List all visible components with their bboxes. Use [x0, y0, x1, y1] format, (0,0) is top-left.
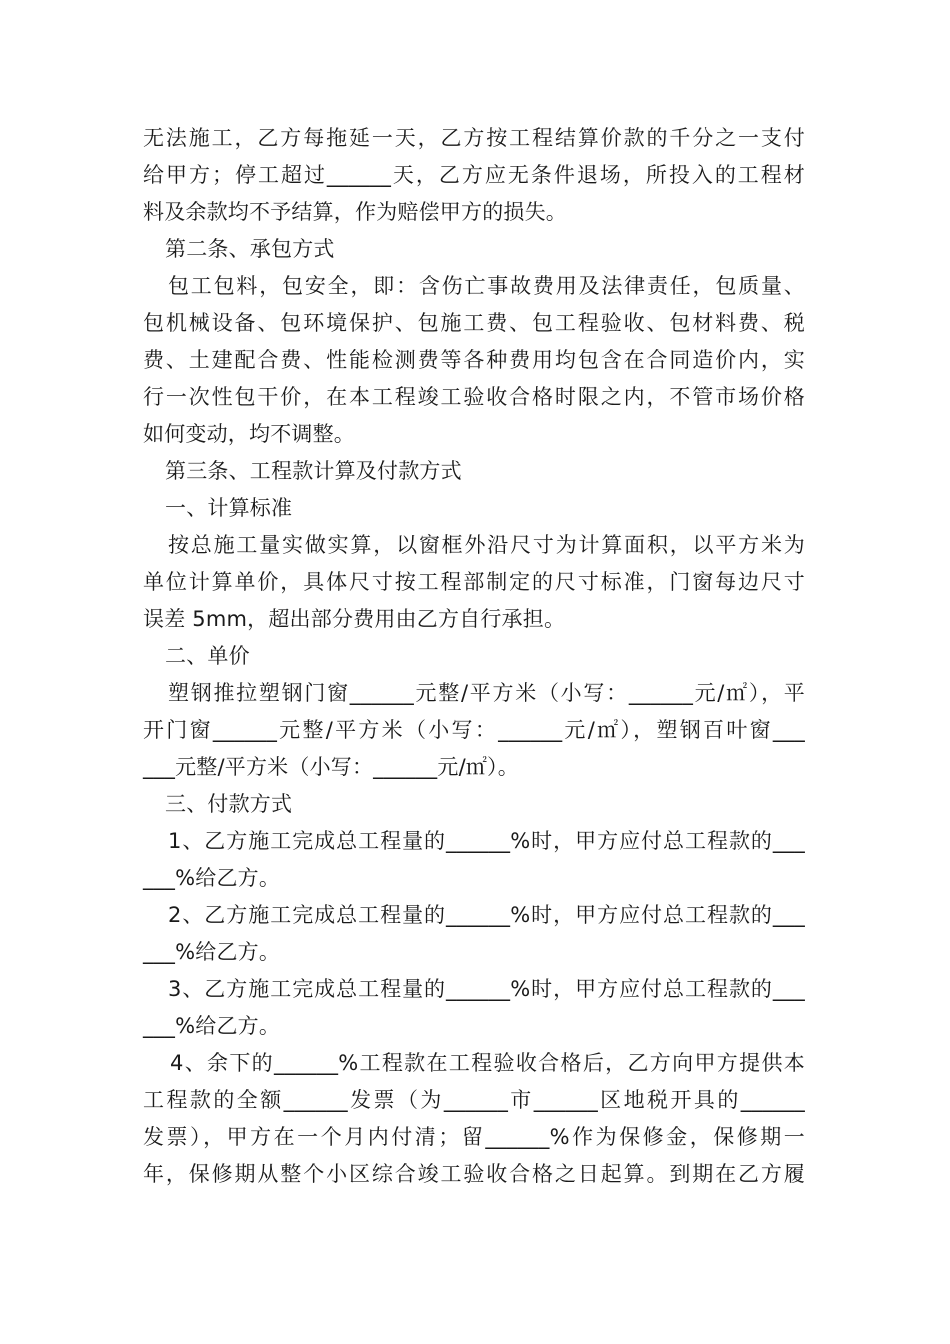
paragraph-line: 年，保修期从整个小区综合竣工验收合格之日起算。到期在乙方履 — [143, 1162, 805, 1186]
paragraph-line: 料及余款均不予结算，作为赔偿甲方的损失。 — [143, 200, 567, 224]
paragraph-line: 1、乙方施工完成总工程量的______%时，甲方应付总工程款的___ — [168, 829, 805, 853]
paragraph-line: 开门窗______元整/平方米（小写：______元/㎡），塑钢百叶窗___ — [143, 718, 805, 742]
paragraph-line: 塑钢推拉塑钢门窗______元整/平方米（小写：______元/㎡），平 — [168, 681, 805, 705]
paragraph-line: ___%给乙方。 — [143, 1014, 281, 1038]
paragraph-line: 行一次性包干价，在本工程竣工验收合格时限之内，不管市场价格 — [143, 385, 805, 409]
paragraph-line: 单位计算单价，具体尺寸按工程部制定的尺寸标准，门窗每边尺寸 — [143, 570, 805, 594]
paragraph-line: ___%给乙方。 — [143, 866, 281, 890]
paragraph-line: 包工包料，包安全，即：含伤亡事故费用及法律责任，包质量、 — [168, 274, 805, 298]
paragraph-line: 4、余下的______%工程款在工程验收合格后，乙方向甲方提供本 — [170, 1051, 805, 1075]
paragraph-line: 如何变动，均不调整。 — [143, 422, 355, 446]
subsection-heading: 一、计算标准 — [165, 496, 293, 520]
paragraph-line: 按总施工量实做实算，以窗框外沿尺寸为计算面积，以平方米为 — [168, 533, 805, 557]
paragraph-line: 给甲方；停工超过______天，乙方应无条件退场，所投入的工程材 — [143, 163, 805, 187]
paragraph-line: 3、乙方施工完成总工程量的______%时，甲方应付总工程款的___ — [168, 977, 805, 1001]
paragraph-line: 费、土建配合费、性能检测费等各种费用均包含在合同造价内，实 — [143, 348, 805, 372]
paragraph-line: 工程款的全额______发票（为______市______区地税开具的______ — [143, 1088, 805, 1112]
subsection-heading: 二、单价 — [165, 644, 250, 668]
paragraph-line: 发票），甲方在一个月内付清；留______%作为保修金，保修期一 — [143, 1125, 805, 1149]
paragraph-line: 无法施工，乙方每拖延一天，乙方按工程结算价款的千分之一支付 — [143, 126, 805, 150]
paragraph-line: ___元整/平方米（小写：______元/㎡）。 — [143, 755, 519, 779]
subsection-heading: 三、付款方式 — [165, 792, 293, 816]
paragraph-line: 包机械设备、包环境保护、包施工费、包工程验收、包材料费、税 — [143, 311, 805, 335]
paragraph-line: 误差 5mm，超出部分费用由乙方自行承担。 — [143, 607, 566, 631]
paragraph-line: 2、乙方施工完成总工程量的______%时，甲方应付总工程款的___ — [168, 903, 805, 927]
paragraph-line: ___%给乙方。 — [143, 940, 281, 964]
section-heading: 第二条、承包方式 — [165, 237, 335, 261]
section-heading: 第三条、工程款计算及付款方式 — [165, 459, 462, 483]
